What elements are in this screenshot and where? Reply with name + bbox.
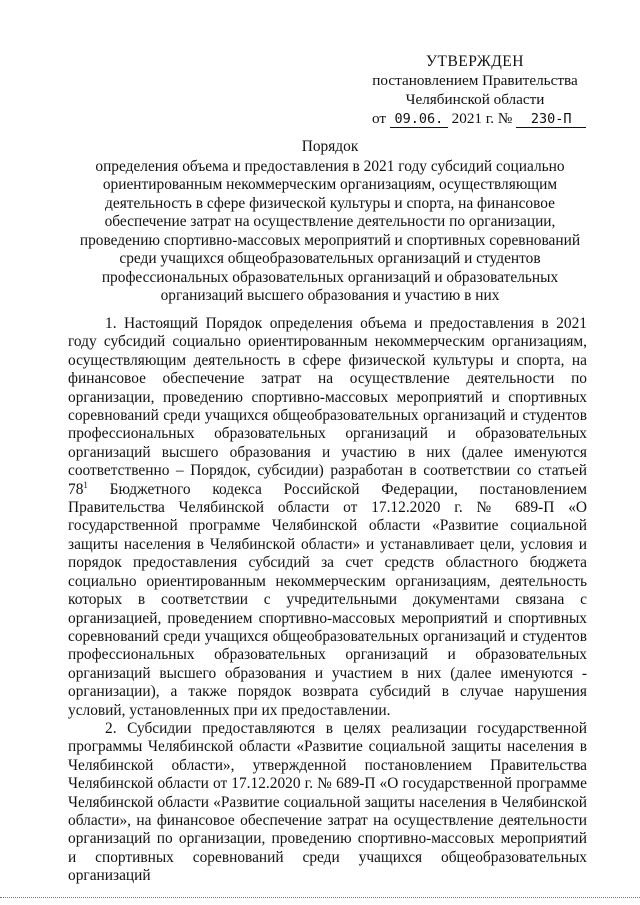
title-line: деятельность в сфере физической культуры и спорта, на финансовое (105, 194, 555, 212)
approval-line-2: Челябинской области (405, 91, 545, 108)
paragraph-1-text-b: Бюджетного кодекса Российской Федерации, постановлением Правительства Челябинской области от 17.12.2020 г. № 689-П «О государственной программе Челябинской области «Развитие социальной защиты населения в Челябинской области» и устанавливает цели, условия и порядок предоставления субсидий за счет средств областного бюджета социально ориентированным некоммерческим организациям, деятельность которых в соответствии с учредительными документами связана с организацией, проведением спортивно-массовых мероприятий и спортивных соревнований среди учащихся общеобразовательных организаций и студентов профессиональных образовательных организаций и образовательных организаций высшего образования и участием в них (далее именуются - организации), а также порядок возврата субсидий в случае нарушения условий, установленных при их предоставлении. (68, 480, 587, 719)
paragraph-1 (68, 315, 587, 720)
document-title (70, 138, 590, 306)
document-body (68, 315, 587, 886)
title-line: организаций высшего образования и участию в них (160, 287, 500, 304)
approval-title: УТВЕРЖДЕН (426, 53, 524, 70)
approval-from-word: от (372, 110, 387, 127)
title-line: профессиональных образовательных организаций и образовательных (101, 268, 559, 286)
approval-year-text: 2021 г. № (451, 110, 513, 127)
title-line: проведению спортивно-массовых мероприятий и спортивных соревнований (79, 231, 581, 249)
scan-edge-line (0, 897, 640, 898)
approval-date-handwritten: 09.06. (390, 112, 448, 128)
approval-block (360, 52, 590, 128)
approval-number-handwritten: 230-П (516, 112, 586, 128)
title-line: определения объема и предоставления в 2021 году субсидий социально (95, 157, 565, 175)
paragraph-2: 2. Субсидии предоставляются в целях реализации государственной программы Челябинской области «Развитие социальной защиты населения в Челябинской области», утвержденной постановлением Правительства Челябинской области от 17.12.2020 г. № 689-П «О государственной программе Челябинской области «Развитие социальной защиты населения в Челябинской области», на финансовое обеспечение затрат на осуществление деятельности организаций по организации, проведению спортивно-массовых мероприятий и спортивных соревнований среди учащихся общеобразовательных организаций (68, 719, 587, 885)
title-heading: Порядок (301, 138, 359, 155)
title-line: среди учащихся общеобразовательных организаций и студентов (119, 250, 541, 267)
approval-line-1: постановлением Правительства (372, 72, 578, 89)
title-line: обеспечение затрат на осуществление деятельности по организации, (104, 213, 556, 230)
title-line: ориентированным некоммерческим организациям, осуществляющим (102, 176, 558, 193)
paragraph-1-text-a: 1. Настоящий Порядок определения объема и предоставления в 2021 году субсидий социально ориентированным некоммерческим организациям, осуществляющим деятельность в сфере физической культуры и спорта, на финансовое обеспечение затрат на осуществление деятельности по организации, проведению спортивно-массовых мероприятий и спортивных соревнований среди учащихся общеобразовательных организаций и студентов профессиональных образовательных организаций и образовательных организаций высшего образования и участию в них (далее именуются соответственно – Порядок, субсидии) разработан в соответствии со статьей 78 (68, 315, 587, 498)
article-superscript: 1 (83, 479, 88, 490)
approval-date-line (360, 109, 590, 128)
